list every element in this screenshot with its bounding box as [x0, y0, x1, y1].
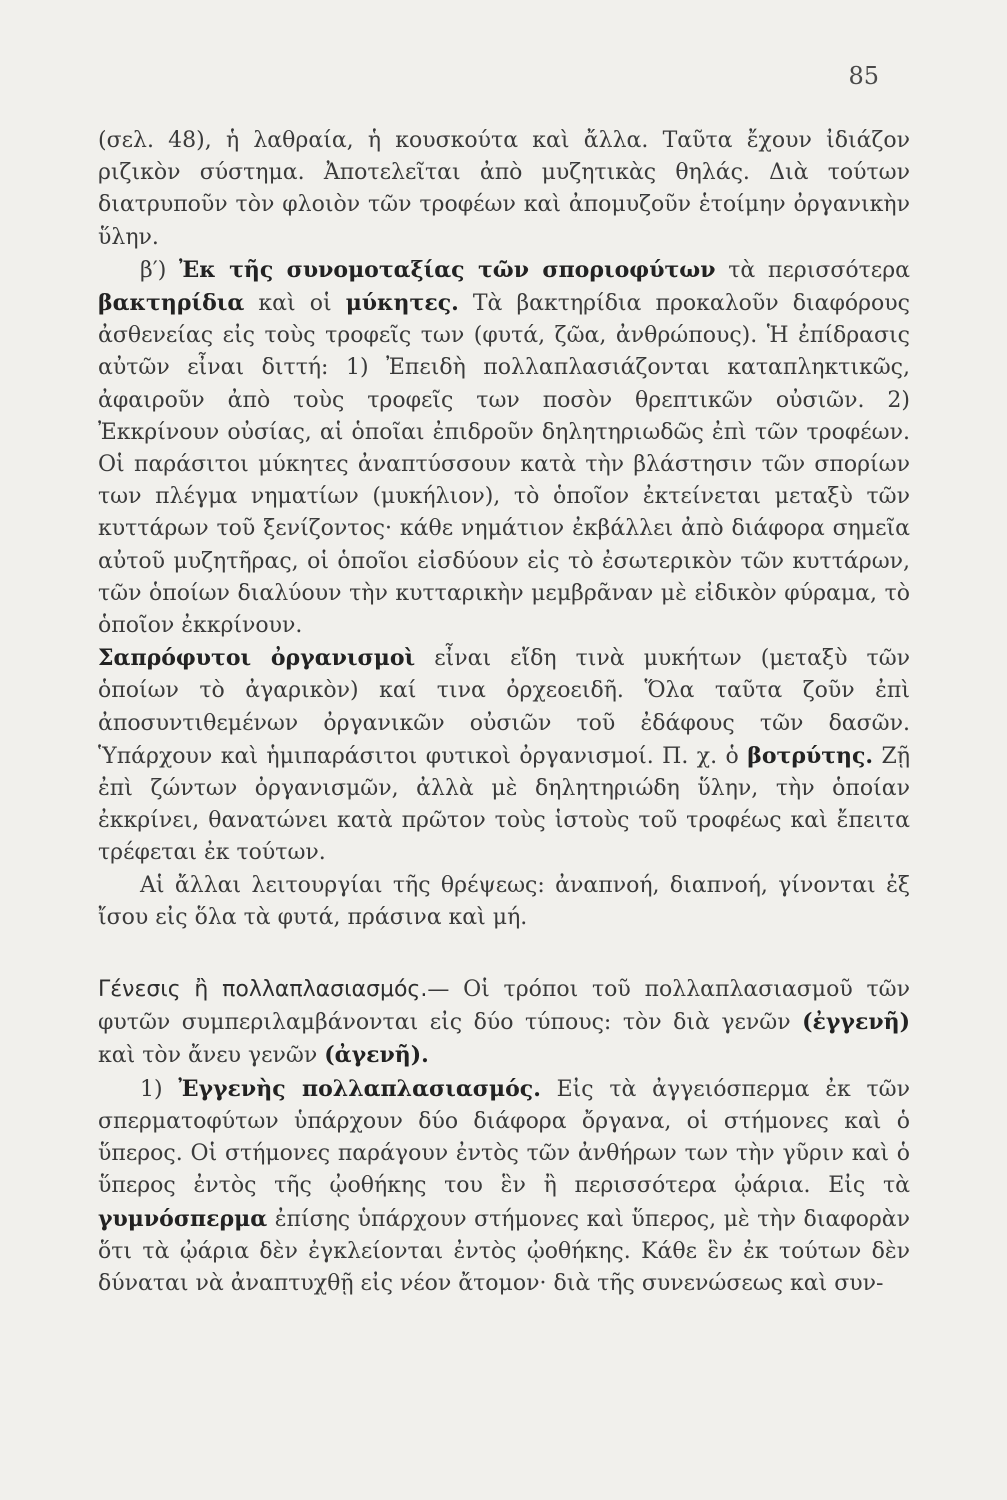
- list-marker: β′): [140, 257, 180, 283]
- paragraph-text: καὶ οἱ: [244, 291, 346, 317]
- paragraph-saprophytes: [98, 642, 910, 869]
- term-bacteria: βακτηρίδια: [98, 290, 245, 317]
- paragraph-text: εἶναι εἴδη τινὰ μυκήτων (μεταξὺ τῶν ὁποίων τὸ ἀγαρικὸν) καί τινα ὀρχεοειδῆ. Ὅλα ταῦτα ζοῦν ἐπὶ ἀποσυντιθεμένων ὀργανικῶν οὐσιῶν τοῦ ἐδάφους τῶν δασῶν. Ὑπάρχουν καὶ ἡμιπαράσιτοι φυτικοὶ ὀργανισμοί. Π. χ. ὁ: [98, 646, 911, 769]
- list-marker: 1): [140, 1076, 179, 1102]
- paragraph-other-functions: [98, 870, 910, 934]
- term-asexual: (ἀγενῆ).: [324, 1042, 429, 1069]
- paragraph-text: (σελ. 48), ἡ λαθραία, ἡ κουσκούτα καὶ ἄλλα. Ταῦτα ἔχουν ἰδιάζον ριζικὸν σύστημα. Ἀποτελεῖται ἀπὸ μυζητικὰς θηλάς. Διὰ τούτων διατρυποῦν τὸν φλοιὸν τῶν τροφέων καὶ ἀπομυζοῦν ἑτοίμην ὀργανικὴν ὕλην.: [98, 128, 910, 250]
- paragraph-text: Ζῇ ἐπὶ ζώντων ὀργανισμῶν, ἀλλὰ μὲ δηλητηριώδη ὕλην, τὴν ὁποίαν ἐκκρίνει, θανατώνει κατὰ πρῶτον τοὺς ἱστοὺς τοῦ τροφέως καὶ ἔπειτα τρέφεται ἐκ τούτων.: [98, 743, 910, 866]
- section-heading: Γένεσις ἢ πολλαπλασιασμός.: [98, 977, 428, 1003]
- paragraph-parasites-continued: [98, 125, 910, 254]
- paragraph-text: Αἱ ἄλλαι λειτουργίαι τῆς θρέψεως: ἀναπνοή, διαπνοή, γίνονται ἐξ ἴσου εἰς ὅλα τὰ φυτά, πράσινα καὶ μή.: [98, 872, 910, 930]
- paragraph-text: — Οἱ τρόποι τοῦ πολλαπλασιασμοῦ τῶν φυτῶν συμπεριλαμβάνονται εἰς δύο τύπους: τὸν διὰ γενῶν: [98, 977, 910, 1036]
- body-text: [98, 125, 910, 1300]
- paragraph-text: Τὰ βακτηρίδια προκαλοῦν διαφόρους ἀσθενείας εἰς τοὺς τροφεῖς των (φυτά, ζῶα, ἀνθρώπους). Ἡ ἐπίδρασις αὐτῶν εἶναι διττή: 1) Ἐπειδὴ πολλαπλασιάζονται καταπληκτικῶς, ἀφαιροῦν ἀπὸ τοὺς τροφεῖς των ποσὸν θρεπτικῶν οὐσιῶν. 2) Ἐκκρίνουν οὐσίας, αἱ ὁποῖαι ἐπιδροῦν δηλητηριωδῶς ἐπὶ τῶν τροφέων. Οἱ παράσιτοι μύκητες ἀναπτύσσουν κατὰ τὴν βλάστησιν τῶν σπορίων των πλέγμα νηματίων (μυκήλιον), τὸ ὁποῖον ἐκτείνεται μεταξὺ τῶν κυττάρων τοῦ ξενίζοντος· κάθε νημάτιον ἐκβάλλει ἀπὸ διάφορα σημεῖα αὐτοῦ μυζητῆρας, οἱ ὁποῖοι εἰσδύουν εἰς τὸ ἐσωτερικὸν τῶν κυττάρων, τῶν ὁποίων διαλύουν τὴν κυτταρικὴν μεμβρᾶναν μὲ εἰδικὸν φύραμα, τὸ ὁποῖον ἐκκρίνουν.: [98, 291, 910, 639]
- page-number: 85: [848, 62, 879, 90]
- paragraph-sexual-reproduction: [98, 1073, 910, 1300]
- paragraph-text: καὶ τὸν ἄνευ γενῶν: [98, 1043, 325, 1069]
- term-sexual: (ἐγγενῆ): [802, 1009, 910, 1036]
- paragraph-reproduction: [98, 974, 910, 1073]
- section-heading: Ἐγγενὴς πολλαπλασιασμός.: [178, 1075, 541, 1102]
- paragraph-text: Εἰς τὰ ἀγγειόσπερμα ἐκ τῶν σπερματοφύτων ὑπάρχουν δύο διάφορα ὄργανα, οἱ στήμονες καὶ ὁ ὕπερος. Οἱ στήμονες παράγουν ἐντὸς τῶν ἀνθήρων των τὴν γῦριν καὶ ὁ ὕπερος ἐντὸς τῆς ᾠοθήκης του ἓν ἢ περισσότερα ᾠάρια. Εἰς τὰ: [98, 1076, 910, 1199]
- term-botrytis: βοτρύτης.: [747, 742, 874, 769]
- term-fungi: μύκητες.: [345, 290, 459, 317]
- term-gymnosperms: γυμνόσπερμα: [98, 1205, 268, 1232]
- section-heading: Ἐκ τῆς συνομοταξίας τῶν σποριοφύτων: [179, 256, 716, 283]
- paragraph-text: ἐπίσης ὑπάρχουν στήμονες καὶ ὕπερος, μὲ τὴν διαφορὰν ὅτι τὰ ᾠάρια δὲν ἐγκλείονται ἐντὸς ᾠοθήκης. Κάθε ἓν ἐκ τούτων δὲν δύναται νὰ ἀναπτυχθῇ εἰς νέον ἄτομον· διὰ τῆς συνενώσεως καὶ συν-: [98, 1206, 910, 1296]
- paragraph-text: τὰ περισσότερα: [715, 257, 910, 283]
- paragraph-sporophytes: [98, 254, 910, 642]
- section-heading: Σαπρόφυτοι ὀργανισμοὶ: [98, 645, 416, 672]
